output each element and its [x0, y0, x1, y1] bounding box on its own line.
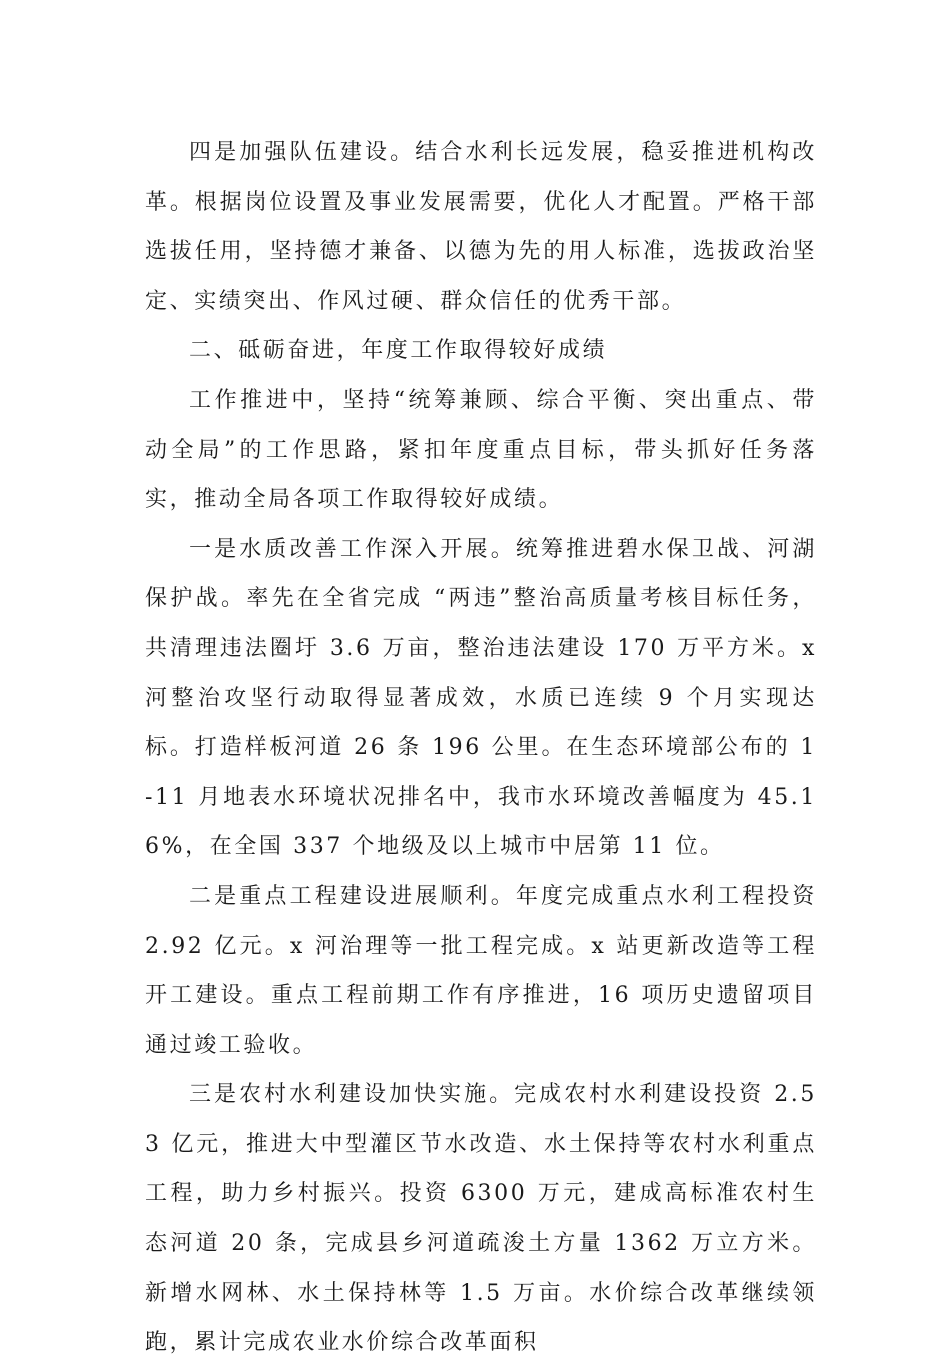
paragraph-team-building: 四是加强队伍建设。结合水利长远发展，稳妥推进机构改革。根据岗位设置及事业发展需要，优化人才配置。严格干部选拔任用，坚持德才兼备、以德为先的用人标准，选拔政治坚定、实绩突出、作风过硬、群众信任的优秀干部。 [145, 140, 817, 314]
paragraph-water-quality: 一是水质改善工作深入开展。统筹推进碧水保卫战、河湖保护战。率先在全省完成 “两违”整治高质量考核目标任务，共清理违法圈圩 3.6 万亩，整治违法建设 170 万平方米。x 河整治攻坚行动取得显著成效，水质已连续 9 个月实现达标。打造样板河道 26 条 196 公里。在生态环境部公布的 1-11 月地表水环境状况排名中，我市水环境改善幅度为 45.16%，在全国 337 个地级及以上城市中居第 11 位。 [145, 536, 817, 860]
document-page [145, 128, 817, 1368]
section-heading-annual-achievements: 二、砥砺奋进，年度工作取得较好成绩 [189, 338, 608, 364]
paragraph-key-projects: 二是重点工程建设进展顺利。年度完成重点水利工程投资 2.92 亿元。x 河治理等一批工程完成。x 站更新改造等工程开工建设。重点工程前期工作有序推进，16 项历史遗留项目通过竣工验收。 [145, 883, 817, 1058]
paragraph-work-approach: 工作推进中，坚持“统筹兼顾、综合平衡、突出重点、带动全局”的工作思路，紧扣年度重点目标，带头抓好任务落实，推动全局各项工作取得较好成绩。 [145, 387, 817, 513]
paragraph-rural-water: 三是农村水利建设加快实施。完成农村水利建设投资 2.53 亿元，推进大中型灌区节水改造、水土保持等农村水利重点工程，助力乡村振兴。投资 6300 万元，建成高标准农村生态河道 20 条，完成县乡河道疏浚土方量 1362 万立方米。新增水网林、水土保持林等 1.5 万亩。水价综合改革继续领跑，累计完成农业水价综合改革面积 [145, 1082, 817, 1356]
